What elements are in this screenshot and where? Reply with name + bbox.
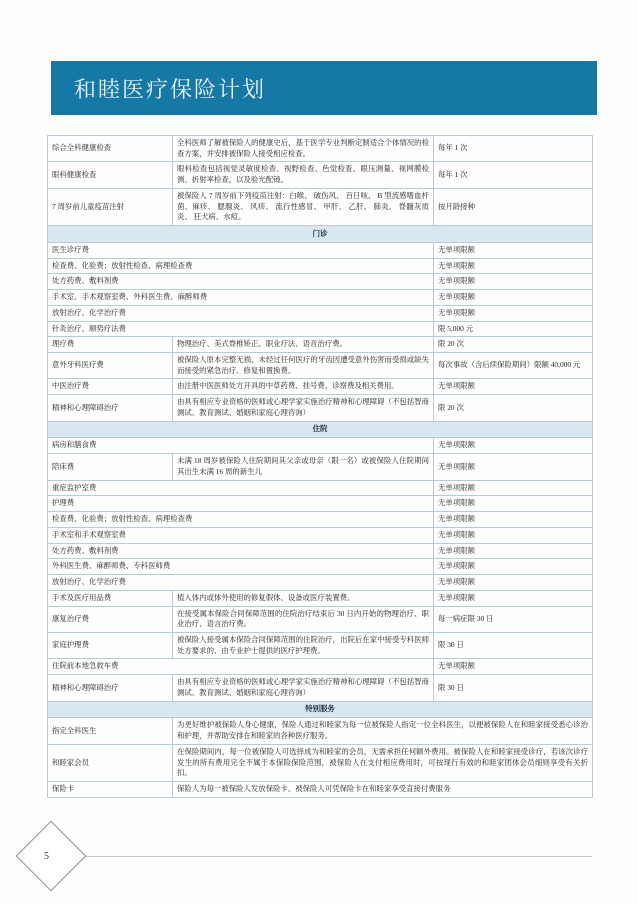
table-row [48,321,593,337]
benefit-limit: 无单项限额 [434,290,593,306]
benefit-limit: 无单项限额 [434,379,593,395]
benefit-item: 医生诊疗费 [48,242,434,258]
benefit-limit: 无单项限额 [434,559,593,575]
benefit-description: 由具有相应专业资格的医师或心理学家实施治疗精神和心理障碍（不包括智商测试、教育测试、婚姻和家庭心理咨询） [173,675,434,701]
benefit-item: 保险卡 [48,782,173,798]
benefit-item: 放射治疗、化学治疗费 [48,575,434,591]
table-row [48,290,593,306]
benefit-description: 植入体内或体外使用的修复假体、设备或医疗装置费。 [173,590,434,606]
benefit-description: 被保险人 7 周岁前下列疫苗注射：白喉、 破伤风、 百日咳、 B 型流感嗜血杆菌、麻疹、 腮腺炎、 风疹、 流行性感冒、 甲肝、 乙肝、 肺炎、 脊髓灰质炎、 狂犬病、水痘。 [173,188,434,225]
benefit-item: 检查费、化验费；放射性检查、病理检查费 [48,258,434,274]
benefit-item: 手术室、手术观察室费、外科医生费、麻醉师费 [48,290,434,306]
table-row [48,188,593,225]
benefit-description: 眼科检查包括视觉灵敏度检查、视野检查、色觉检查、眼压测量、视网膜检测、折射率检查，以及验光配镜。 [173,162,434,188]
benefit-description: 由注册中医医师处方开具的中草药费、挂号费、诊察费及相关费用。 [173,379,434,395]
benefit-table-body [48,136,593,798]
benefit-limit: 无单项限额 [434,438,593,454]
table-row [48,480,593,496]
benefit-description: 由具有相应专业资格的医师或心理学家实施治疗精神和心理障碍（不包括智商测试、教育测试、婚姻和家庭心理咨询） [173,395,434,421]
benefit-limit: 每年 1 次 [434,162,593,188]
table-row [48,590,593,606]
benefit-description: 在保险期间内，每一位被保险人可选择成为和睦家的会员，无需承担任何额外费用。被保险人在和睦家接受诊疗，若该次诊疗发生的所有费用完全不属于本保险保险范围，被保险人在支付相应费用时，可按现行有效的和睦家团体会员细则享受有关折扣。 [173,744,593,781]
benefit-item: 针灸治疗、顺势疗法费 [48,321,434,337]
benefit-table [47,135,593,798]
benefit-limit: 每年 1 次 [434,136,593,162]
benefit-item: 病房和膳食费 [48,438,434,454]
benefit-description: 被保险人原本完整无损、未经过任何医疗的牙齿因遭受意外伤害而受损或缺失而接受的紧急治疗、修复和置换费。 [173,353,434,379]
benefit-limit: 限 20 次 [434,337,593,353]
benefit-limit: 无单项限额 [434,454,593,480]
benefit-limit: 无单项限额 [434,480,593,496]
section-label: 特别服务 [48,701,593,718]
table-row [48,543,593,559]
benefit-item: 意外牙科医疗费 [48,353,173,379]
benefit-limit: 无单项限额 [434,590,593,606]
page-number: 5 [44,851,49,862]
table-row [48,305,593,321]
benefit-description: 被保险人接受属本保险合同保障范围的住院治疗，出院后在家中接受专科医师处方要求的、由专业护士提供的医疗护理费。 [173,632,434,658]
table-row [48,606,593,632]
benefit-item: 理疗费 [48,337,173,353]
table-row [48,744,593,781]
benefit-description: 在接受属本保险合同保障范围的住院治疗结束后 30 日内开始的物理治疗、职业治疗、语言治疗费。 [173,606,434,632]
benefit-item: 手术室和手术观察室费 [48,527,434,543]
benefit-limit: 无单项限额 [434,543,593,559]
table-row [48,337,593,353]
benefit-item: 手术及医疗用品费 [48,590,173,606]
benefit-limit: 无单项限额 [434,527,593,543]
benefit-limit: 每次事故（含后续保险期间）限额 40,000 元 [434,353,593,379]
table-row [48,258,593,274]
page-number-diamond-icon [16,821,87,892]
benefit-item: 和睦家会员 [48,744,173,781]
table-row [48,395,593,421]
table-row [48,512,593,528]
benefit-item: 中医治疗费 [48,379,173,395]
benefit-item: 外科医生费、麻醉师费、专科医师费 [48,559,434,575]
benefit-limit: 限 30 日 [434,675,593,701]
benefit-limit: 无单项限额 [434,575,593,591]
table-row [48,659,593,675]
benefit-limit: 限 20 次 [434,395,593,421]
table-row [48,559,593,575]
benefit-description: 为更好维护被保险人身心健康，保险人通过和睦家为每一位被保险人指定一位全科医生，以便被保险人在和睦家接受悉心诊治和护理，并帮助安排在和睦家的各种医疗服务。 [173,718,593,744]
benefit-limit: 按月龄接种 [434,188,593,225]
benefit-description: 未满 18 周岁被保险人住院期间其父亲或母亲（限一名）或被保险人住院期间其出生未满 16 周的新生儿 [173,454,434,480]
benefit-item: 7 周岁前儿童疫苗注射 [48,188,173,225]
benefit-item: 康复治疗费 [48,606,173,632]
benefit-limit: 无单项限额 [434,242,593,258]
benefit-item: 眼科健康检查 [48,162,173,188]
table-row [48,632,593,658]
benefit-limit: 限 30 日 [434,632,593,658]
table-section-header [48,421,593,438]
table-row [48,718,593,744]
page-footer [0,813,638,903]
benefit-item: 精神和心理障碍治疗 [48,395,173,421]
benefit-limit: 无单项限额 [434,496,593,512]
benefit-description: 物理治疗、美式脊椎矫正、职业疗法、语音治疗费。 [173,337,434,353]
table-row [48,527,593,543]
table-section-header [48,701,593,718]
benefit-item: 指定全科医生 [48,718,173,744]
section-label: 门诊 [48,226,593,243]
benefit-limit: 无单项限额 [434,659,593,675]
table-row [48,782,593,798]
table-row [48,242,593,258]
benefit-limit: 无单项限额 [434,274,593,290]
benefit-item: 综合全科健康检查 [48,136,173,162]
benefit-limit: 每一病症限 30 日 [434,606,593,632]
benefit-item: 护理费 [48,496,434,512]
table-row [48,136,593,162]
benefit-limit: 限 5,000 元 [434,321,593,337]
benefit-item: 处方药费、敷料剂费 [48,274,434,290]
benefit-limit: 无单项限额 [434,258,593,274]
table-section-header [48,226,593,243]
benefit-description: 保险人为每一被保险人发放保险卡。被保险人可凭保险卡在和睦家享受直接付费服务 [173,782,593,798]
table-row [48,575,593,591]
benefit-description: 全科医师了解被保险人的健康史后，基于医学专业判断定制适合个体情况的检查方案，并安排被保险人接受相应检查。 [173,136,434,162]
benefit-item: 精神和心理障碍治疗 [48,675,173,701]
page-title: 和睦医疗保险计划 [74,76,267,102]
table-row [48,454,593,480]
benefit-item: 家庭护理费 [48,632,173,658]
benefit-limit: 无单项限额 [434,305,593,321]
page-title-banner [52,62,596,114]
table-row [48,438,593,454]
table-row [48,353,593,379]
table-row [48,675,593,701]
benefit-item: 处方药费、敷料剂费 [48,543,434,559]
benefit-item: 住院前本地急救车费 [48,659,434,675]
table-row [48,274,593,290]
table-row [48,162,593,188]
benefit-item: 陪床费 [48,454,173,480]
section-label: 住院 [48,421,593,438]
benefit-item: 放射治疗、化学治疗费 [48,305,434,321]
benefit-item: 重症监护室费 [48,480,434,496]
table-row [48,496,593,512]
table-row [48,379,593,395]
benefit-item: 检查费、化验费；放射性检查、病理检查费 [48,512,434,528]
footer-divider [78,856,592,857]
benefit-limit: 无单项限额 [434,512,593,528]
